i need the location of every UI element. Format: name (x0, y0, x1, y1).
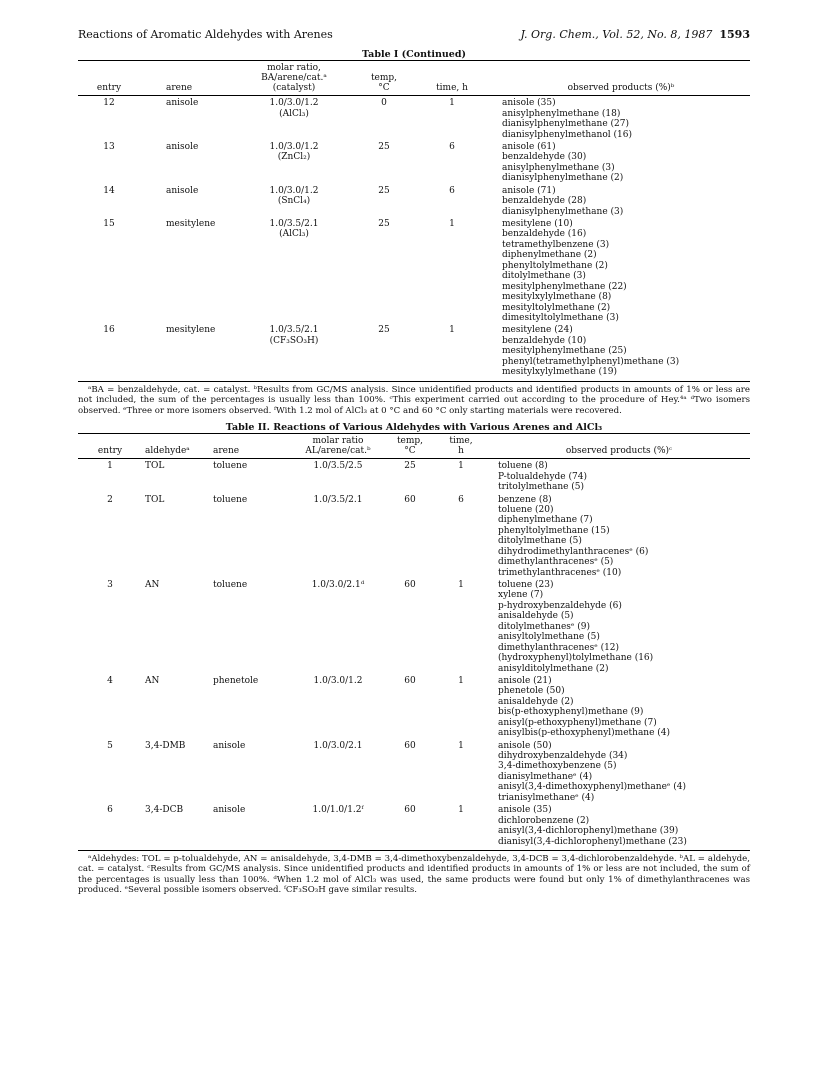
product-item: dianisylphenylmethane (2) (502, 173, 624, 184)
article-title-header: Reactions of Aromatic Aldehydes with Arenes (78, 28, 333, 41)
product-item: dianisylphenylmethane (3) (502, 206, 624, 217)
running-head (78, 28, 750, 41)
product-item: ditolylmethane (3) (502, 271, 586, 282)
arene-cell: anisole (213, 740, 246, 751)
product-item: bis(p-ethoxyphenyl)methane (9) (498, 707, 644, 718)
product-item: anisylphenylmethane (3) (502, 162, 615, 173)
temp-cell: 0 (381, 98, 387, 109)
temp-cell: 25 (378, 141, 390, 152)
product-item: P-tolualdehyde (74) (498, 471, 587, 482)
product-item: phenyltolylmethane (15) (498, 525, 610, 536)
table-row (78, 140, 750, 184)
products-cell (488, 803, 750, 850)
entry-cell: 2 (107, 494, 113, 505)
product-item: anisyl(3,4-dimethoxyphenyl)methaneᵉ (4) (498, 782, 686, 793)
temp-cell: 60 (404, 675, 416, 686)
temp-cell: 60 (404, 494, 416, 505)
arene-cell: mesitylene (166, 219, 216, 230)
product-item: anisole (21) (498, 675, 552, 686)
product-item: mesitylphenylmethane (25) (502, 346, 627, 357)
products-cell (488, 493, 750, 579)
ratio-cell: 1.0/1.0/1.2ᶠ (312, 805, 364, 816)
products-cell (488, 578, 750, 674)
table2-footnote: ᵃAldehydes: TOL = p-tolualdehyde, AN = anisaldehyde, 3,4-DMB = 3,4-dimethoxybenzaldehyde, 3,4-DCB = 3,4-dichlorobenzaldehyde. ᵇAL = aldehyde, cat. = catalyst. ᶜResults from GC/MS analysis. Since unidentified products and identified products in amounts of 1% or less are not included, the sum of the percentages is usually less than 100%. ᵈWhen 1.2 mol of AlCl₃ was used, the same products were found but only 1% of dimethylanthracenes was produced. ᵉSeveral possible isomers observed. ᶠCF₃SO₃H gave similar results. (78, 853, 750, 896)
entry-cell: 6 (107, 805, 113, 816)
product-item: anisylbis(p-ethoxyphenyl)methane (4) (498, 728, 671, 739)
arene-cell: anisole (166, 141, 199, 152)
products-cell (492, 184, 750, 217)
ratio-cell: 1.0/3.0/2.1ᵈ (311, 580, 365, 591)
molar-ratio: 1.0/3.5/2.1 (269, 219, 319, 230)
table1-footnote: ᵃBA = benzaldehyde, cat. = catalyst. ᵇResults from GC/MS analysis. Since unidentified products and identified products in amounts of 1% or less are not included, the sum of the percentages is usually less than 100%. ᶜThis experiment carried out according to the procedure of Hey.⁴ᵃ ᵈTwo isomers observed. ᵉThree or more isomers observed. ᶠWith 1.2 mol of AlCl₃ at 0 °C and 60 °C only starting materials were recovered. (78, 384, 750, 416)
product-item: phenetole (50) (498, 686, 565, 697)
entry-cell: 1 (107, 461, 113, 472)
product-item: benzaldehyde (10) (502, 335, 587, 346)
product-item: trimethylanthracenesᵉ (10) (498, 567, 622, 578)
product-item: benzaldehyde (28) (502, 196, 587, 207)
products-cell (488, 739, 750, 804)
product-item: diphenylmethane (2) (502, 250, 597, 261)
product-item: phenyltolylmethane (2) (502, 260, 608, 271)
product-item: dimethylanthracenesᵉ (12) (498, 642, 620, 653)
product-item: anisaldehyde (5) (498, 611, 574, 622)
table-row (78, 578, 750, 674)
products-cell (488, 674, 750, 739)
product-item: dimethylanthracenesᵉ (5) (498, 557, 614, 568)
entry-cell: 12 (103, 98, 115, 109)
product-item: dichlorobenzene (2) (498, 815, 590, 826)
ratio-cell (232, 140, 356, 184)
arene-cell: anisole (166, 98, 199, 109)
column-header: molar ratio, BA/arene/cat.ᵃ (catalyst) (261, 63, 327, 94)
product-item: benzaldehyde (16) (502, 229, 587, 240)
time-cell: 6 (449, 185, 455, 196)
molar-ratio: 1.0/3.0/1.2 (269, 98, 319, 109)
column-header: entry (96, 83, 122, 94)
arene-cell: anisole (213, 805, 246, 816)
table-row (78, 803, 750, 850)
product-item: anisyl(3,4-dichlorophenyl)methane (39) (498, 826, 679, 837)
product-item: (hydroxyphenyl)tolylmethane (16) (498, 653, 654, 664)
arene-cell: anisole (166, 185, 199, 196)
ratio-cell: 1.0/3.0/2.1 (313, 740, 363, 751)
column-header: temp, °C (396, 436, 424, 457)
product-item: anisylditolylmethane (2) (498, 663, 609, 674)
entry-cell: 14 (103, 185, 115, 196)
ratio-cell: 1.0/3.5/2.5 (313, 461, 363, 472)
table1-header-row (78, 61, 750, 96)
product-item: anisole (35) (502, 98, 556, 109)
page-number: 1593 (719, 28, 750, 41)
products-cell (488, 459, 750, 493)
column-header: entry (97, 446, 123, 457)
table2-header-row (78, 434, 750, 459)
products-cell (492, 96, 750, 140)
product-item: xylene (7) (498, 590, 544, 601)
table-row (78, 459, 750, 493)
table-row (78, 323, 750, 381)
product-item: diphenylmethane (7) (498, 515, 593, 526)
temp-cell: 60 (404, 805, 416, 816)
arene-cell: toluene (213, 580, 248, 591)
arene-cell: mesitylene (166, 325, 216, 336)
product-item: dianisylmethaneᵉ (4) (498, 771, 593, 782)
temp-cell: 25 (404, 461, 416, 472)
product-item: phenyl(tetramethylphenyl)methane (3) (502, 356, 680, 367)
table2-title: Table II. Reactions of Various Aldehydes with Various Arenes and AlCl₃ (225, 422, 603, 434)
entry-cell: 4 (107, 675, 113, 686)
product-item: mesitylene (24) (502, 325, 573, 336)
table-row (78, 217, 750, 323)
product-item: tetramethylbenzene (3) (502, 239, 610, 250)
product-item: trianisylmethaneᵉ (4) (498, 792, 595, 803)
ratio-cell: 1.0/3.0/1.2 (313, 675, 363, 686)
product-item: anisole (50) (498, 740, 552, 751)
product-item: anisole (61) (502, 141, 556, 152)
product-item: benzene (8) (498, 494, 552, 505)
time-cell: 1 (458, 740, 464, 751)
product-item: mesitylene (10) (502, 219, 573, 230)
temp-cell: 60 (404, 740, 416, 751)
temp-cell: 25 (378, 219, 390, 230)
molar-ratio: 1.0/3.0/1.2 (269, 141, 319, 152)
product-item: anisyltolylmethane (5) (498, 632, 600, 643)
entry-cell: 3 (107, 580, 113, 591)
journal-citation: J. Org. Chem., Vol. 52, No. 8, 1987 1593 (520, 28, 750, 41)
aldehyde-cell: TOL (145, 461, 165, 472)
product-item: dianisylphenylmethane (27) (502, 119, 630, 130)
product-item: benzaldehyde (30) (502, 152, 587, 163)
products-cell (492, 217, 750, 323)
ratio-cell (232, 323, 356, 381)
product-item: tritolylmethane (5) (498, 482, 585, 493)
ratio-cell: 1.0/3.5/2.1 (313, 494, 363, 505)
table-row (78, 674, 750, 739)
table1-title: Table I (Continued) (362, 49, 466, 60)
product-item: 3,4-dimethoxybenzene (5) (498, 761, 617, 772)
product-item: mesityltolylmethane (2) (502, 302, 611, 313)
temp-cell: 60 (404, 580, 416, 591)
molar-ratio: 1.0/3.0/1.2 (269, 185, 319, 196)
entry-cell: 15 (103, 219, 115, 230)
column-header: arene (213, 446, 240, 457)
time-cell: 6 (449, 141, 455, 152)
column-header: aldehydeᵃ (145, 446, 190, 457)
entry-cell: 16 (103, 325, 115, 336)
product-item: anisyl(p-ethoxyphenyl)methane (7) (498, 717, 657, 728)
time-cell: 1 (458, 461, 464, 472)
column-header: time, h (436, 83, 468, 94)
product-item: mesitylxylylmethane (8) (502, 292, 612, 303)
time-cell: 6 (458, 494, 464, 505)
aldehyde-cell: AN (145, 580, 160, 591)
time-cell: 1 (449, 219, 455, 230)
product-item: dihydroxybenzaldehyde (34) (498, 751, 628, 762)
ratio-cell (232, 217, 356, 323)
products-cell (492, 323, 750, 381)
entry-cell: 13 (103, 141, 115, 152)
table-row (78, 739, 750, 804)
catalyst: (AlCl₃) (279, 229, 309, 240)
product-item: dianisylphenylmethanol (16) (502, 129, 632, 140)
table-row (78, 184, 750, 217)
arene-cell: toluene (213, 494, 248, 505)
product-item: dimesityltolylmethane (3) (502, 312, 619, 323)
product-item: toluene (20) (498, 504, 554, 515)
arene-cell: toluene (213, 461, 248, 472)
aldehyde-cell: AN (145, 675, 160, 686)
product-item: ditolylmethane (5) (498, 536, 582, 547)
time-cell: 1 (449, 325, 455, 336)
journal-page (78, 28, 750, 896)
entry-cell: 5 (107, 740, 113, 751)
catalyst: (AlCl₃) (279, 108, 309, 119)
product-item: anisole (35) (498, 805, 552, 816)
aldehyde-cell: 3,4-DMB (145, 740, 186, 751)
product-item: mesitylphenylmethane (22) (502, 281, 627, 292)
product-item: dianisyl(3,4-dichlorophenyl)methane (23) (498, 836, 687, 847)
time-cell: 1 (449, 98, 455, 109)
temp-cell: 25 (378, 325, 390, 336)
catalyst: (CF₃SO₃H) (269, 335, 319, 346)
temp-cell: 25 (378, 185, 390, 196)
product-item: mesitylxylylmethane (19) (502, 367, 618, 378)
table1 (78, 60, 750, 382)
aldehyde-cell: 3,4-DCB (145, 805, 184, 816)
column-header: observed products (%)ᶜ (565, 446, 673, 457)
ratio-cell (232, 184, 356, 217)
product-item: toluene (8) (498, 461, 548, 472)
time-cell: 1 (458, 805, 464, 816)
column-header: temp, °C (370, 73, 398, 94)
aldehyde-cell: TOL (145, 494, 165, 505)
table-row (78, 96, 750, 140)
product-item: anisole (71) (502, 185, 556, 196)
product-item: anisaldehyde (2) (498, 696, 574, 707)
product-item: dihydrodimethylanthracenesᵉ (6) (498, 546, 649, 557)
column-header: time, h (449, 436, 473, 457)
table-row (78, 493, 750, 579)
table2 (78, 433, 750, 851)
column-header: molar ratio AL/arene/cat.ᵇ (305, 436, 371, 457)
time-cell: 1 (458, 580, 464, 591)
column-header: observed products (%)ᵇ (567, 83, 675, 94)
product-item: toluene (23) (498, 580, 554, 591)
molar-ratio: 1.0/3.5/2.1 (269, 325, 319, 336)
arene-cell: phenetole (213, 675, 259, 686)
product-item: p-hydroxybenzaldehyde (6) (498, 600, 622, 611)
product-item: anisylphenylmethane (18) (502, 108, 621, 119)
ratio-cell (232, 96, 356, 140)
product-item: ditolylmethanesᵉ (9) (498, 621, 590, 632)
products-cell (492, 140, 750, 184)
time-cell: 1 (458, 675, 464, 686)
column-header: arene (166, 83, 193, 94)
catalyst: (ZnCl₂) (277, 152, 311, 163)
catalyst: (SnCl₄) (277, 196, 311, 207)
